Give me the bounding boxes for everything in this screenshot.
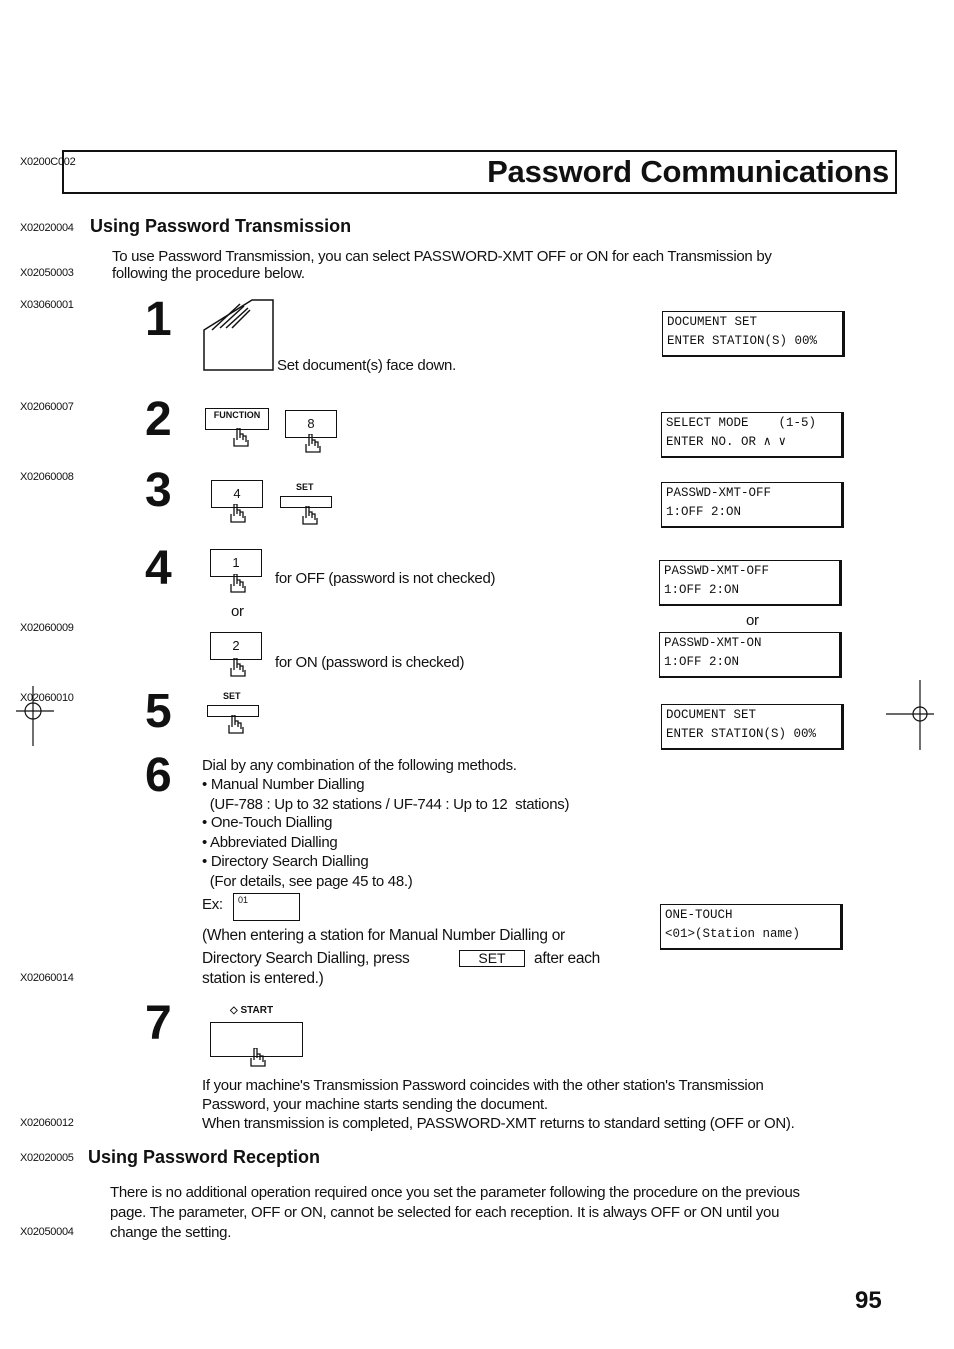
step5-lcd: DOCUMENT SET ENTER STATION(S) 00% [661,704,844,750]
set-key-inline-label: SET [478,950,506,966]
registration-mark-right [884,680,936,752]
function-key-label: FUNCTION [213,410,261,420]
step1-text: Set document(s) face down. [277,357,456,374]
finger-press-icon [226,574,248,594]
section2-line-3: change the setting. [110,1224,232,1241]
step2-number: 2 [145,393,172,446]
finger-press-icon [226,658,248,678]
key-8-label: 8 [307,416,315,431]
section2-code2: X02050004 [20,1226,74,1238]
header-code: X0200C002 [20,156,76,168]
section1-intro-code: X02050003 [20,267,74,279]
step4-lcd-or: or [746,612,759,629]
section1-code: X02020004 [20,222,74,234]
step4-or: or [231,603,244,620]
step1-code: X03060001 [20,299,74,311]
step4-on-text: for ON (password is checked) [275,654,465,671]
key-1-label: 1 [232,555,240,570]
finger-press-icon [301,434,323,454]
step6-line-7: (For details, see page 45 to 48.) [202,873,413,890]
step6-line-6: • Directory Search Dialling [202,853,369,870]
set-key-inline[interactable] [459,950,525,967]
key-2[interactable] [210,632,262,660]
page-number: 95 [855,1287,882,1314]
step6-line-3: (UF-788 : Up to 32 stations / UF-744 : Up to 12 stations) [202,796,570,813]
step7-line-1: If your machine's Transmission Password coincides with the other station's Transmission [202,1077,764,1094]
registration-mark-left [14,686,56,750]
set-key-label: SET [296,482,314,492]
section2-code: X02020005 [20,1152,74,1164]
step6-lcd: ONE-TOUCH <01>(Station name) [660,904,843,950]
key-2-label: 2 [232,638,240,653]
finger-press-icon [229,428,251,448]
step6-note-2b: after each [534,950,600,967]
function-key[interactable] [205,408,269,430]
section1-intro-line2: following the procedure below. [112,265,305,282]
step4-lcd-off: PASSWD-XMT-OFF 1:OFF 2:ON [659,560,842,606]
step5-number: 5 [145,685,172,738]
step5-set-label: SET [223,691,241,701]
finger-press-icon [298,506,320,526]
one-touch-key-label: 01 [238,895,249,905]
finger-press-icon [226,504,248,524]
step3-lcd: PASSWD-XMT-OFF 1:OFF 2:ON [661,482,844,528]
section2-line-2: page. The parameter, OFF or ON, cannot be selected for each reception. It is always OFF or ON until you [110,1204,780,1221]
step6-code: X02060014 [20,972,74,984]
step2-lcd: SELECT MODE (1-5) ENTER NO. OR ∧ ∨ [661,412,844,458]
step6-line-2: • Manual Number Dialling [202,776,365,793]
step6-line-1: Dial by any combination of the following methods. [202,757,517,774]
step6-note-2a: Directory Search Dialling, press [202,950,410,967]
finger-press-icon [246,1048,268,1068]
step7-line-3: When transmission is completed, PASSWORD-XMT returns to standard setting (OFF or ON). [202,1115,795,1132]
step6-note-3: station is entered.) [202,970,324,987]
section1-heading: Using Password Transmission [90,216,352,236]
step4-number: 4 [145,542,172,595]
step7-code: X02060012 [20,1117,74,1129]
key-1[interactable] [210,549,262,577]
step4-code: X02060009 [20,622,74,634]
step7-number: 7 [145,997,172,1050]
step6-line-4: • One-Touch Dialling [202,814,333,831]
step5-code: X02060010 [20,692,74,704]
step3-code: X02060008 [20,471,74,483]
one-touch-key-01[interactable] [233,893,300,921]
step6-ex-label: Ex: [202,896,223,913]
step2-code: X02060007 [20,401,74,413]
finger-press-icon [224,715,246,735]
step1-number: 1 [145,293,172,346]
step3-number: 3 [145,464,172,517]
page-title: Password Communications [487,154,889,189]
section1-intro-line1: To use Password Transmission, you can select PASSWORD-XMT OFF or ON for each Transmission by [112,248,772,265]
section2-line-1: There is no additional operation required once you set the parameter following the procedure on the previous [110,1184,800,1201]
key-4-label: 4 [233,486,241,501]
step4-off-text: for OFF (password is not checked) [275,570,496,587]
step6-number: 6 [145,749,172,802]
step7-line-2: Password, your machine starts sending the document. [202,1096,548,1113]
step6-note-1: (When entering a station for Manual Number Dialling or [202,927,565,944]
step4-lcd-on: PASSWD-XMT-ON 1:OFF 2:ON [659,632,842,678]
document-icon [200,298,276,374]
start-key-label: ◇ START [230,1005,274,1016]
step1-lcd: DOCUMENT SET ENTER STATION(S) 00% [662,311,845,357]
section2-heading: Using Password Reception [88,1147,321,1167]
step6-line-5: • Abbreviated Dialling [202,834,338,851]
title-box [62,150,897,194]
